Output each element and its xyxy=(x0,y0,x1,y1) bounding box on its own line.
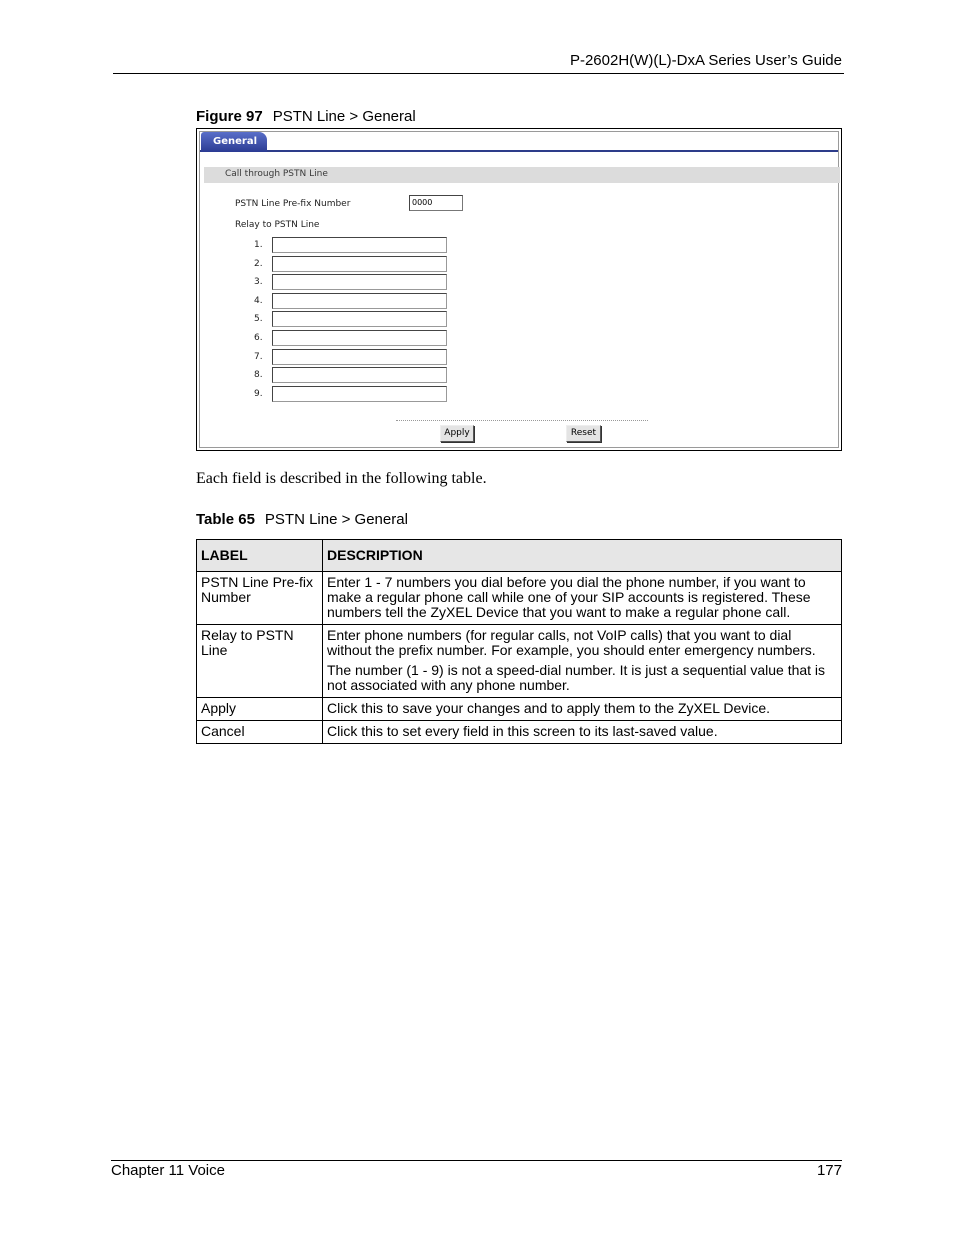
row-description xyxy=(323,572,842,625)
row-label: PSTN Line Pre-fix Number xyxy=(197,572,323,625)
table-number: Table 65 xyxy=(196,511,255,528)
figure-title: PSTN Line > General xyxy=(272,108,416,125)
config-panel xyxy=(199,131,839,448)
tab-strip xyxy=(200,132,838,152)
relay-row xyxy=(200,293,460,311)
relay-row-number: 1. xyxy=(254,240,263,250)
relay-row xyxy=(200,349,460,367)
footer-chapter: Chapter 11 Voice xyxy=(111,1162,225,1179)
relay-row xyxy=(200,330,460,348)
table-caption xyxy=(196,511,408,528)
relay-row xyxy=(200,256,460,274)
relay-number-input[interactable] xyxy=(272,274,447,290)
table-header-row xyxy=(197,540,842,572)
description-paragraph: Click this to save your changes and to apply them to the ZyXEL Device. xyxy=(327,700,771,716)
description-paragraph: Enter 1 - 7 numbers you dial before you dial the phone number, if you want to make a regular phone call while one of your SIP accounts is registered. These numbers tell the ZyXEL Device that you want to make a regular phone call. xyxy=(327,574,811,620)
description-paragraph: Enter phone numbers (for regular calls, not VoIP calls) that you want to dial without the prefix number. For example, you should enter emergency numbers. xyxy=(327,627,816,658)
row-label: Cancel xyxy=(197,721,323,744)
footer-page-number: 177 xyxy=(816,1162,842,1179)
relay-number-input[interactable] xyxy=(272,386,447,402)
relay-number-input[interactable] xyxy=(272,256,447,272)
header-description: DESCRIPTION xyxy=(323,540,842,572)
header-label: LABEL xyxy=(197,540,323,572)
relay-row-number: 4. xyxy=(254,295,263,306)
relay-row xyxy=(200,237,460,255)
page-header-title: P-2602H(W)(L)-DxA Series User’s Guide xyxy=(569,52,842,69)
relay-number-input[interactable] xyxy=(272,367,447,383)
table-title: PSTN Line > General xyxy=(264,511,408,528)
figure-number: Figure 97 xyxy=(196,108,263,125)
table-row xyxy=(197,698,842,721)
description-paragraph: The number (1 - 9) is not a speed-dial number. It is just a sequential value that is not associated with any phone number. xyxy=(327,662,826,693)
row-label: Apply xyxy=(197,698,323,721)
relay-number-input[interactable] xyxy=(272,311,447,327)
row-description xyxy=(323,625,842,698)
relay-label: Relay to PSTN Line xyxy=(235,220,320,230)
tab-general[interactable]: General xyxy=(201,132,267,152)
relay-number-input[interactable] xyxy=(272,237,447,253)
table-row xyxy=(197,721,842,744)
relay-number-input[interactable] xyxy=(272,349,447,365)
reset-button[interactable]: Reset xyxy=(566,425,601,442)
row-description xyxy=(323,721,842,744)
prefix-number-label: PSTN Line Pre-fix Number xyxy=(235,199,351,209)
table-row xyxy=(197,625,842,698)
table-row xyxy=(197,572,842,625)
relay-row-number: 6. xyxy=(254,333,263,343)
relay-row-number: 7. xyxy=(254,351,263,362)
relay-row xyxy=(200,386,460,404)
description-table xyxy=(196,539,842,744)
row-label: Relay to PSTN Line xyxy=(197,625,323,698)
description-paragraph: Click this to set every field in this screen to its last-saved value. xyxy=(327,723,718,739)
apply-button[interactable]: Apply xyxy=(440,425,474,442)
section-title-bar: Call through PSTN Line xyxy=(204,167,840,183)
relay-row-number: 8. xyxy=(254,370,263,381)
figure-caption xyxy=(196,108,416,125)
relay-row-number: 5. xyxy=(254,314,263,325)
header-rule xyxy=(113,73,844,74)
body-paragraph: Each field is described in the following table. xyxy=(196,470,487,487)
relay-row xyxy=(200,311,460,329)
relay-row-number: 2. xyxy=(254,258,263,269)
relay-number-input[interactable] xyxy=(272,330,447,346)
relay-row xyxy=(200,367,460,385)
relay-row xyxy=(200,274,460,292)
prefix-number-input[interactable]: 0000 xyxy=(409,195,463,211)
relay-row-number: 3. xyxy=(254,277,263,288)
footer-rule xyxy=(111,1160,842,1161)
table-body xyxy=(197,572,842,744)
screenshot-frame xyxy=(196,128,842,451)
relay-row-number: 9. xyxy=(254,388,263,399)
separator-line xyxy=(396,420,648,421)
row-description xyxy=(323,698,842,721)
relay-number-input[interactable] xyxy=(272,293,447,309)
